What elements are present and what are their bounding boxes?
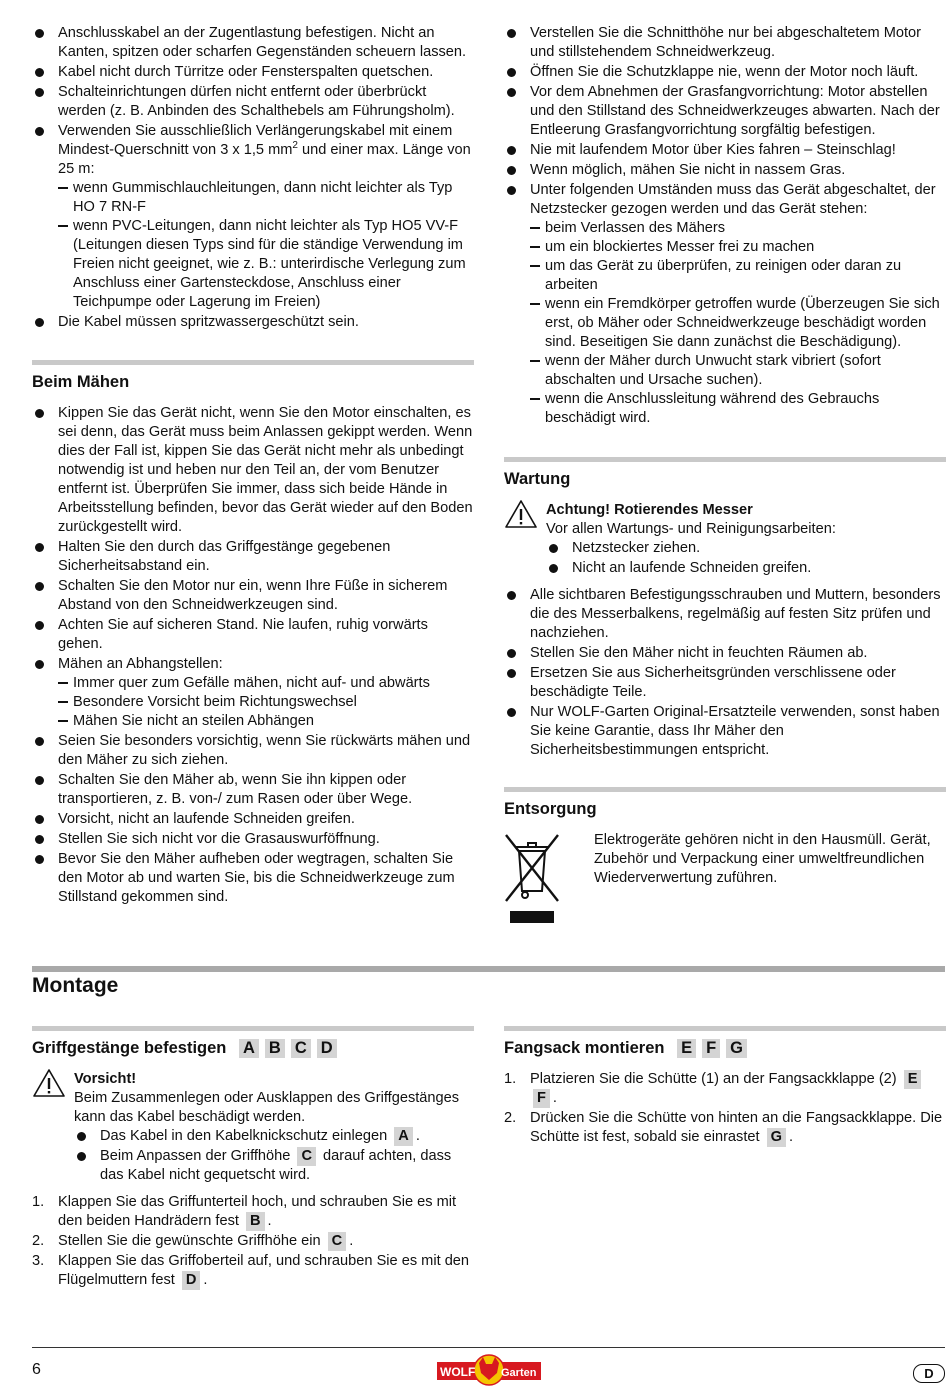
chapter-title-montage: Montage [32,974,119,997]
cable-text-2: und einer max. Länge von 25 m: [58,142,471,177]
section-title-beim-maehen: Beim Mähen [32,373,130,391]
caution-list [74,1127,474,1185]
figure-tag-g: G [767,1128,786,1147]
figure-tag-e: E [904,1070,922,1089]
cable-text: Verwenden Sie ausschließlich Verlängerungskabel mit einem Mindest-Querschnitt von 3 x 1,5 mm [58,123,453,158]
step-number: 3. [32,1253,45,1269]
list-item: Öffnen Sie die Schutzklappe nie, wenn der Motor noch läuft. [504,63,946,82]
section-rule [32,360,474,365]
slope-text: Mähen an Abhangstellen: [58,656,223,672]
caution-text: Beim Zusammenlegen oder Ausklappen des Griffgestänges kann das Kabel beschädigt werden. [74,1090,460,1125]
list-item: Schalten Sie den Motor nur ein, wenn Ihre Füße in sicherem Abstand von den Schneidwerkzeugen sind. [32,577,474,615]
caution-item-text-2: darauf achten, dass das Kabel nicht gequetscht wird. [100,1148,452,1183]
section-rule [504,787,946,792]
list-item: Anschlusskabel an der Zugentlastung befestigen. Nicht an Kanten, spitzen oder scharfen Gegenständen scheuern lassen. [32,24,474,62]
dash-item: wenn PVC-Leitungen, dann nicht leichter als Typ HO5 VV-F (Leitungen diesen Typs sind für die ständige Verwendung im Freien nicht geeignet, wie z. B.: unterirdische Verlegung zum Anschluss einer Gartensteckdose, Anschluss einer Teichpumpe oder Lagerung im Freien) [58,217,474,312]
operation-list [504,24,946,428]
list-item: Schalten Sie den Mäher ab, wenn Sie ihn kippen oder transportieren, z. B. von-/ zum Rasen oder über Wege. [32,771,474,809]
figure-tag-e: E [677,1039,696,1058]
list-item: Bevor Sie den Mäher aufheben oder wegtragen, schalten Sie den Motor ab und warten Sie, bis die Schneidwerkzeuge zum Stillstand gekommen sind. [32,850,474,907]
list-item: Kabel nicht durch Türritze oder Fensterspalten quetschen. [32,63,474,82]
list-item: Seien Sie besonders vorsichtig, wenn Sie rückwärts mähen und den Mäher zu sich ziehen. [32,732,474,770]
section-title-fang [504,1039,946,1058]
list-item: Vorsicht, nicht an laufende Schneiden greifen. [32,810,474,829]
dash-item: um ein blockiertes Messer frei zu machen [530,238,946,257]
dash-item: wenn die Anschlussleitung während des Gebrauchs beschädigt wird. [530,390,946,428]
list-item: Achten Sie auf sicheren Stand. Nie laufen, ruhig vorwärts gehen. [32,616,474,654]
list-item [74,1147,474,1185]
chapter-rule [32,966,945,972]
step-text: Klappen Sie das Griffoberteil auf, und schrauben Sie es mit den Flügelmuttern fest [58,1253,470,1288]
wolf-garten-logo [437,1354,541,1386]
section-rule [504,457,946,462]
step-item: 3. Klappen Sie das Griffoberteil auf, und schrauben Sie es mit den Flügelmuttern fest D . [32,1253,470,1288]
list-item [32,655,474,731]
step-item: 2. Drücken Sie die Schütte von hinten an die Fangsackklappe. Die Schütte ist fest, sobald sie einrastet G . [504,1110,943,1145]
figure-tag-a: A [239,1039,259,1058]
slope-sub-list [58,674,474,731]
list-item: Nicht an laufende Schneiden greifen. [546,559,946,578]
section-title-wartung: Wartung [504,470,571,488]
page-number: 6 [32,1361,41,1378]
logo-garten: Garten [501,1367,537,1379]
list-item [32,122,474,312]
warning-list [546,539,946,578]
caution-block [32,1070,474,1185]
fang-title: Fangsack montieren [504,1039,665,1057]
fang-section [504,1026,946,1148]
dash-item: Immer quer zum Gefälle mähen, nicht auf- und abwärts [58,674,474,693]
list-item [504,181,946,428]
step-number: 2. [504,1110,517,1126]
figure-tag-a: A [394,1127,413,1146]
figure-tag-b: B [246,1212,265,1231]
caution-title: Vorsicht! [74,1071,137,1087]
list-item: Das Kabel in den Kabelknickschutz einlegen A . [74,1127,474,1146]
fang-steps [504,1070,946,1147]
mowing-list [32,404,474,907]
figure-tag-d: D [317,1039,337,1058]
list-item: Die Kabel müssen spritzwassergeschützt sein. [32,313,474,332]
griff-section [32,1026,474,1291]
country-badge: D [913,1364,945,1383]
figure-tag-g: G [726,1039,747,1058]
logo-wolf: WOLF [440,1365,476,1379]
figure-tag-f: F [533,1089,550,1108]
caution-item-text: Das Kabel in den Kabelknickschutz einlegen [100,1128,388,1144]
dash-item: wenn der Mäher durch Unwucht stark vibriert (sofort abschalten und Ursache suchen). [530,352,946,390]
section-title-griff [32,1039,474,1058]
warning-triangle-icon [504,499,538,529]
cable-safety-list [32,24,474,332]
dash-item: beim Verlassen des Mähers [530,219,946,238]
section-rule [32,1026,474,1031]
step-item: 2. Stellen Sie die gewünschte Griffhöhe ein C . [32,1233,354,1249]
left-column [32,24,474,908]
figure-tag-c: C [328,1232,347,1251]
maintenance-list [504,586,946,760]
list-item: Halten Sie den durch das Griffgestänge gegebenen Sicherheitsabstand ein. [32,538,474,576]
dash-item: wenn Gummischlauchleitungen, dann nicht leichter als Typ HO 7 RN-F [58,179,474,217]
step-number: 2. [32,1233,45,1249]
footer-rule [32,1347,945,1348]
dash-item: Mähen Sie nicht an steilen Abhängen [58,712,474,731]
list-item: Ersetzen Sie aus Sicherheitsgründen verschlissene oder beschädigte Teile. [504,664,946,702]
cable-sub-list [58,179,474,312]
figure-tag-d: D [182,1271,201,1290]
disposal-block [504,831,946,931]
step-number: 1. [32,1194,45,1210]
list-item: Alle sichtbaren Befestigungsschrauben und Muttern, besonders die des Messerbalkens, regelmäßig auf festen Sitz prüfen und nachziehen. [504,586,946,643]
dash-item: wenn ein Fremdkörper getroffen wurde (Überzeugen Sie sich erst, ob Mäher oder Schneidwerkzeuge beschädigt worden sind. Beseitigen Sie dann zunächst die Beschädigung). [530,295,946,352]
dash-item: Besondere Vorsicht beim Richtungswechsel [58,693,474,712]
step-item: 1. Platzieren Sie die Schütte (1) an der Fangsackklappe (2) E F . [504,1070,946,1108]
crossed-bin-icon [504,833,560,925]
right-column [504,24,946,931]
figure-tag-f: F [702,1039,720,1058]
warning-title: Achtung! Rotierendes Messer [546,502,753,518]
list-item: Kippen Sie das Gerät nicht, wenn Sie den Motor einschalten, es sei denn, das Gerät muss beim Anlassen gekippt werden. Wenn dies der Fall ist, kippen Sie das Gerät nicht mehr als unbedingt notwendig ist und heben nur den Teil an, der vom Benutzer entfernt ist. Überprüfen Sie immer, dass sich beide Hände in Arbeitsstellung befinden, bevor das Gerät wieder auf den Boden zurückgestellt wird. [32,404,474,537]
stop-sub-list [530,219,946,428]
step-text: Drücken Sie die Schütte von hinten an die Fangsackklappe. Die Schütte ist fest, sobald sie einrastet [530,1110,943,1145]
griff-title: Griffgestänge befestigen [32,1039,227,1057]
dash-item: um das Gerät zu überprüfen, zu reinigen oder daran zu arbeiten [530,257,946,295]
list-item: Nie mit laufendem Motor über Kies fahren – Steinschlag! [504,141,946,160]
warning-text: Vor allen Wartungs- und Reinigungsarbeiten: [546,521,836,537]
list-item: Stellen Sie den Mäher nicht in feuchten Räumen ab. [504,644,946,663]
superscript: 2 [292,140,298,152]
list-item: Verstellen Sie die Schnitthöhe nur bei abgeschaltetem Motor und stillstehendem Schneidwerkzeug. [504,24,946,62]
list-item: Stellen Sie sich nicht vor die Grasauswurföffnung. [32,830,474,849]
stop-text: Unter folgenden Umständen muss das Gerät abgeschaltet, der Netzstecker gezogen werden und das Gerät stehen: [530,182,936,217]
step-text: Klappen Sie das Griffunterteil hoch, und schrauben Sie es mit den beiden Handrädern fest [58,1194,457,1229]
disposal-text: Elektrogeräte gehören nicht in den Hausmüll. Gerät, Zubehör und Verpackung einer umweltfreundlichen Wiederverwertung zuführen. [594,832,931,886]
list-item: Schalteinrichtungen dürfen nicht entfernt oder überbrückt werden (z. B. Anbinden des Schalthebels am Führungsholm). [32,83,474,121]
figure-tag-b: B [265,1039,285,1058]
figure-tag-c: C [297,1147,316,1166]
section-rule [504,1026,946,1031]
list-item: Nur WOLF-Garten Original-Ersatzteile verwenden, sonst haben Sie keine Garantie, dass Ihr Mäher den Sicherheitsbestimmungen entspricht. [504,703,946,760]
list-item: Vor dem Abnehmen der Grasfangvorrichtung: Motor abstellen und den Stillstand des Schneidwerkzeuges abwarten. Nach der Entleerung Grasfangvorrichtung sorgfältig befestigen. [504,83,946,140]
warning-block [504,501,946,578]
warning-triangle-icon [32,1068,66,1098]
caution-item-text: Beim Anpassen der Griffhöhe [100,1148,291,1164]
step-text: Stellen Sie die gewünschte Griffhöhe ein [58,1233,321,1249]
section-title-entsorgung: Entsorgung [504,800,597,818]
figure-tag-c: C [291,1039,311,1058]
step-text: Platzieren Sie die Schütte (1) an der Fangsackklappe (2) [530,1071,897,1087]
griff-steps [32,1193,474,1290]
list-item: Wenn möglich, mähen Sie nicht in nassem Gras. [504,161,946,180]
step-number: 1. [504,1071,517,1087]
list-item: Netzstecker ziehen. [546,539,946,558]
step-item: 1. Klappen Sie das Griffunterteil hoch, und schrauben Sie es mit den beiden Handrädern fest B . [32,1194,457,1229]
